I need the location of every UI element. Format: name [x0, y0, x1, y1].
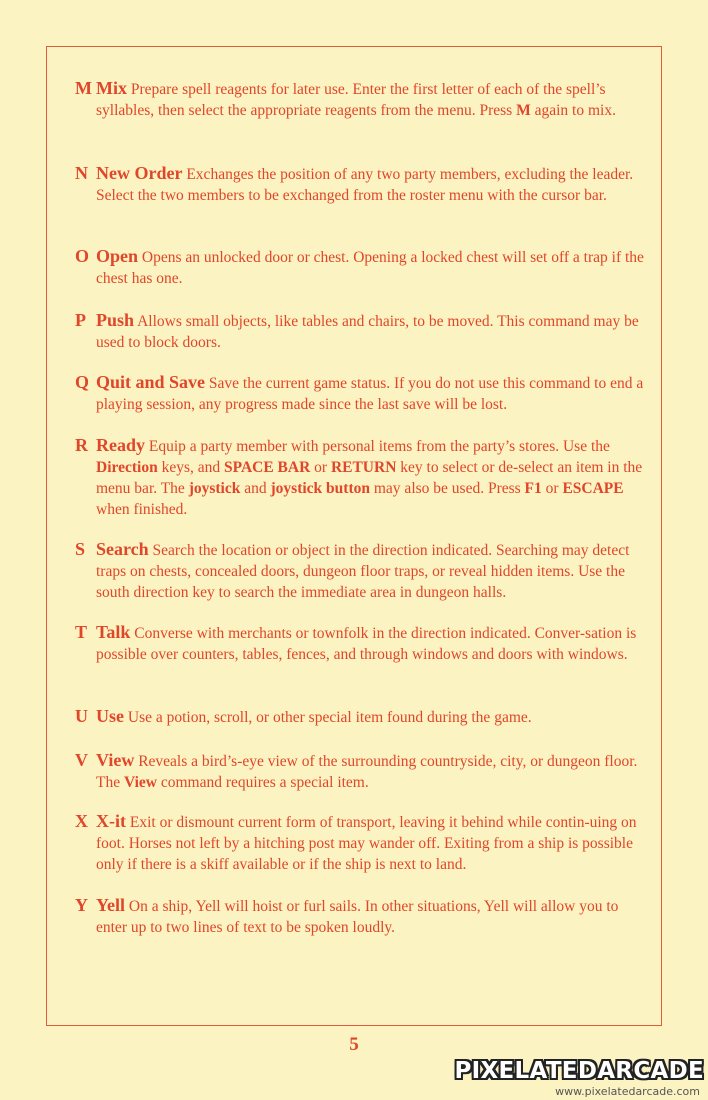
command-name: Quit and Save: [96, 372, 206, 392]
command-entry-n: [75, 163, 650, 206]
command-keyword: ESCAPE: [562, 480, 624, 497]
command-key: M: [75, 78, 92, 98]
command-description: On a ship, Yell will hoist or furl sails. In other situations, Yell will allow you to enter up to two lines of text to be spoken loudly.: [96, 898, 619, 936]
command-description: Search the location or object in the direction indicated. Searching may detect traps on chests, concealed doors, dungeon floor traps, or reveal hidden items. Use the south direction key to search the immediate area in dungeon halls.: [96, 542, 630, 601]
command-entry-t: [75, 622, 650, 665]
command-description: Equip a party member with personal items from the party’s stores. Use the: [148, 438, 610, 455]
command-description: Use a potion, scroll, or other special item found during the game.: [127, 709, 532, 726]
command-keyword: M: [516, 102, 531, 119]
command-key: Y: [75, 895, 88, 915]
command-description: Allows small objects, like tables and chairs, to be moved. This command may be used to block doors.: [96, 313, 639, 351]
command-description: key to select or de-select an item in the menu bar. The: [96, 459, 643, 497]
command-keyword: joystick: [188, 480, 241, 497]
command-description: may also be used. Press: [370, 480, 525, 497]
command-description: command requires a special item.: [156, 774, 369, 791]
command-key: U: [75, 706, 88, 726]
command-entry-r: [75, 435, 650, 520]
command-description: or: [541, 480, 563, 497]
command-entry-m: [75, 78, 650, 121]
command-entry-v: [75, 750, 650, 793]
command-description: again to mix.: [530, 102, 616, 119]
command-name: New Order: [96, 163, 183, 183]
command-key: O: [75, 246, 90, 266]
command-description: Reveals a bird’s-eye view of the surrounding countryside, city, or dungeon floor. The: [96, 753, 638, 791]
command-description: keys, and: [157, 459, 224, 476]
command-key: N: [75, 163, 88, 183]
command-name: Ready: [96, 435, 145, 455]
command-name: Mix: [96, 78, 127, 98]
command-entry-o: [75, 246, 650, 289]
command-key: R: [75, 435, 88, 455]
command-entry-p: [75, 310, 650, 353]
command-key: P: [75, 310, 86, 330]
command-key: V: [75, 750, 88, 770]
command-entry-y: [75, 895, 650, 938]
command-name: Push: [96, 310, 135, 330]
command-description: Exchanges the position of any two party members, excluding the leader. Select the two members to be exchanged from the roster menu with the cursor bar.: [96, 166, 634, 204]
command-name: View: [96, 750, 135, 770]
command-name: Open: [96, 246, 139, 266]
watermark-url: www.pixelatedarcade.com: [555, 1085, 700, 1098]
command-entry-s: [75, 539, 650, 603]
command-key: S: [75, 539, 86, 559]
command-name: Use: [96, 706, 124, 726]
page-number: 5: [349, 1034, 359, 1055]
command-entry-u: [75, 706, 650, 728]
command-name: Yell: [96, 895, 125, 915]
command-name: X-it: [96, 811, 126, 831]
command-key: Q: [75, 372, 90, 392]
command-keyword: joystick button: [270, 480, 370, 497]
command-key: T: [75, 622, 88, 642]
command-keyword: View: [123, 774, 157, 791]
command-description: Prepare spell reagents for later use. Enter the first letter of each of the spell’s syllables, then select the appropriate reagents from the menu. Press: [96, 81, 606, 119]
command-keyword: RETURN: [330, 459, 397, 476]
command-description: when finished.: [96, 501, 188, 518]
command-description: Exit or dismount current form of transport, leaving it behind while contin-uing on foot. Horses not left by a hitching post may wander off. Exiting from a ship is possible only if there is a skiff available or if the ship is next to land.: [96, 814, 637, 873]
watermark-title: PIXELATEDARCADE: [454, 1058, 704, 1084]
command-description: Converse with merchants or townfolk in the direction indicated. Conver-sation is possible over counters, tables, fences, and through windows and doors with windows.: [96, 625, 637, 663]
command-key: X: [75, 811, 88, 831]
command-description: Opens an unlocked door or chest. Opening a locked chest will set off a trap if the chest has one.: [96, 249, 644, 287]
command-name: Talk: [96, 622, 131, 642]
command-keyword: Direction: [96, 459, 158, 476]
command-description: or: [310, 459, 331, 476]
command-description: Save the current game status. If you do not use this command to end a playing session, any progress made since the last save will be lost.: [96, 375, 644, 413]
command-keyword: F1: [524, 480, 542, 497]
command-keyword: SPACE BAR: [224, 459, 311, 476]
command-entry-q: [75, 372, 650, 415]
command-entry-x: [75, 811, 650, 875]
command-description: and: [240, 480, 271, 497]
command-name: Search: [96, 539, 149, 559]
